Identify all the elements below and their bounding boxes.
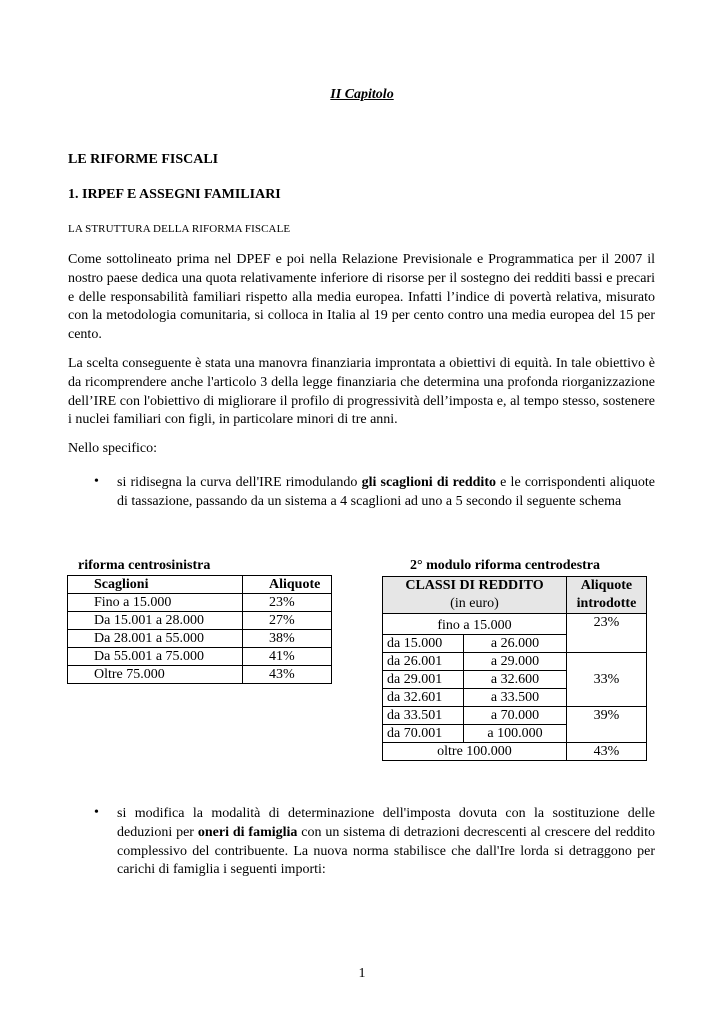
chapter-title: II Capitolo	[330, 87, 394, 102]
table-row: Da 55.001 a 75.000 41%	[68, 648, 332, 666]
bullet-1: si ridisegna la curva dell'IRE rimodulando gli scaglioni di reddito e le corrispondenti aliquote di tassazione, passando da un sistema a 4 scaglioni ad uno a 5 secondo il seguente schema	[117, 475, 655, 509]
left-table-caption: riforma centrosinistra	[78, 558, 211, 573]
table-row: da 32.601 a 33.500	[383, 689, 647, 707]
table-row: oltre 100.000 43%	[383, 743, 647, 761]
bullet-dot: •	[94, 805, 99, 820]
table-row: da 26.001 a 29.000 33%	[383, 653, 647, 671]
paragraph-3: Nello specifico:	[68, 441, 158, 456]
table-row: da 33.501 a 70.000 39%	[383, 707, 647, 725]
table-row: da 70.001 a 100.000	[383, 725, 647, 743]
header-aliquote-introdotte: Aliquote introdotte	[566, 577, 646, 614]
table-row: da 29.001 a 32.600	[383, 671, 647, 689]
table-row: da 15.000 a 26.000	[383, 635, 647, 653]
small-heading: LA STRUTTURA DELLA RIFORMA FISCALE	[68, 223, 291, 235]
header-aliquote: Aliquote	[243, 576, 332, 594]
table-row: Fino a 15.000 23%	[68, 594, 332, 612]
right-table-caption: 2° modulo riforma centrodestra	[410, 558, 601, 573]
table-row	[68, 576, 332, 594]
left-rates-table	[67, 575, 332, 684]
section-title: LE RIFORME FISCALI	[68, 152, 219, 167]
header-scaglioni: Scaglioni	[68, 576, 243, 594]
right-rates-table	[382, 576, 647, 761]
table-row: Da 15.001 a 28.000 27%	[68, 612, 332, 630]
bullet-dot: •	[94, 474, 99, 489]
table-row: fino a 15.000 23%	[383, 614, 647, 635]
table-row: Oltre 75.000 43%	[68, 666, 332, 684]
header-classi: CLASSI DI REDDITO (in euro)	[383, 577, 567, 614]
page-number: 1	[358, 966, 366, 981]
table-row	[383, 577, 647, 614]
table-row: Da 28.001 a 55.000 38%	[68, 630, 332, 648]
subsection-title: 1. IRPEF E ASSEGNI FAMILIARI	[68, 187, 281, 202]
paragraph-2: La scelta conseguente è stata una manovra finanziaria improntata a obiettivi di equità. In tale obiettivo è da ricomprendere anche l'articolo 3 della legge finanziaria che determina una profonda riorganizzazione dell’IRE con l'obiettivo di migliorare il profilo di progressività dell’imposta e, al tempo stesso, sostenere i nuclei familiari con figli, in particolare minori di tre anni.	[68, 356, 655, 428]
paragraph-1: Come sottolineato prima nel DPEF e poi nella Relazione Previsionale e Programmatica per il 2007 il nostro paese dedica una quota relativamente inferiore di risorse per il sostegno dei redditi bassi e precari e delle responsabilità familiari rispetto alla media europea. Infatti l’indice di povertà relativa, misurato con la metodologia comunitaria, si colloca in Italia al 19 per cento contro una media europea del 15 per cento.	[68, 252, 655, 343]
bullet-2: si modifica la modalità di determinazione dell'imposta dovuta con la sostituzione delle deduzioni per oneri di famiglia con un sistema di detrazioni decrescenti al crescere del reddito complessivo del contribuente. La nuova norma stabilisce che dall'Ire lorda si detraggono per carichi di famiglia i seguenti importi:	[117, 806, 655, 878]
